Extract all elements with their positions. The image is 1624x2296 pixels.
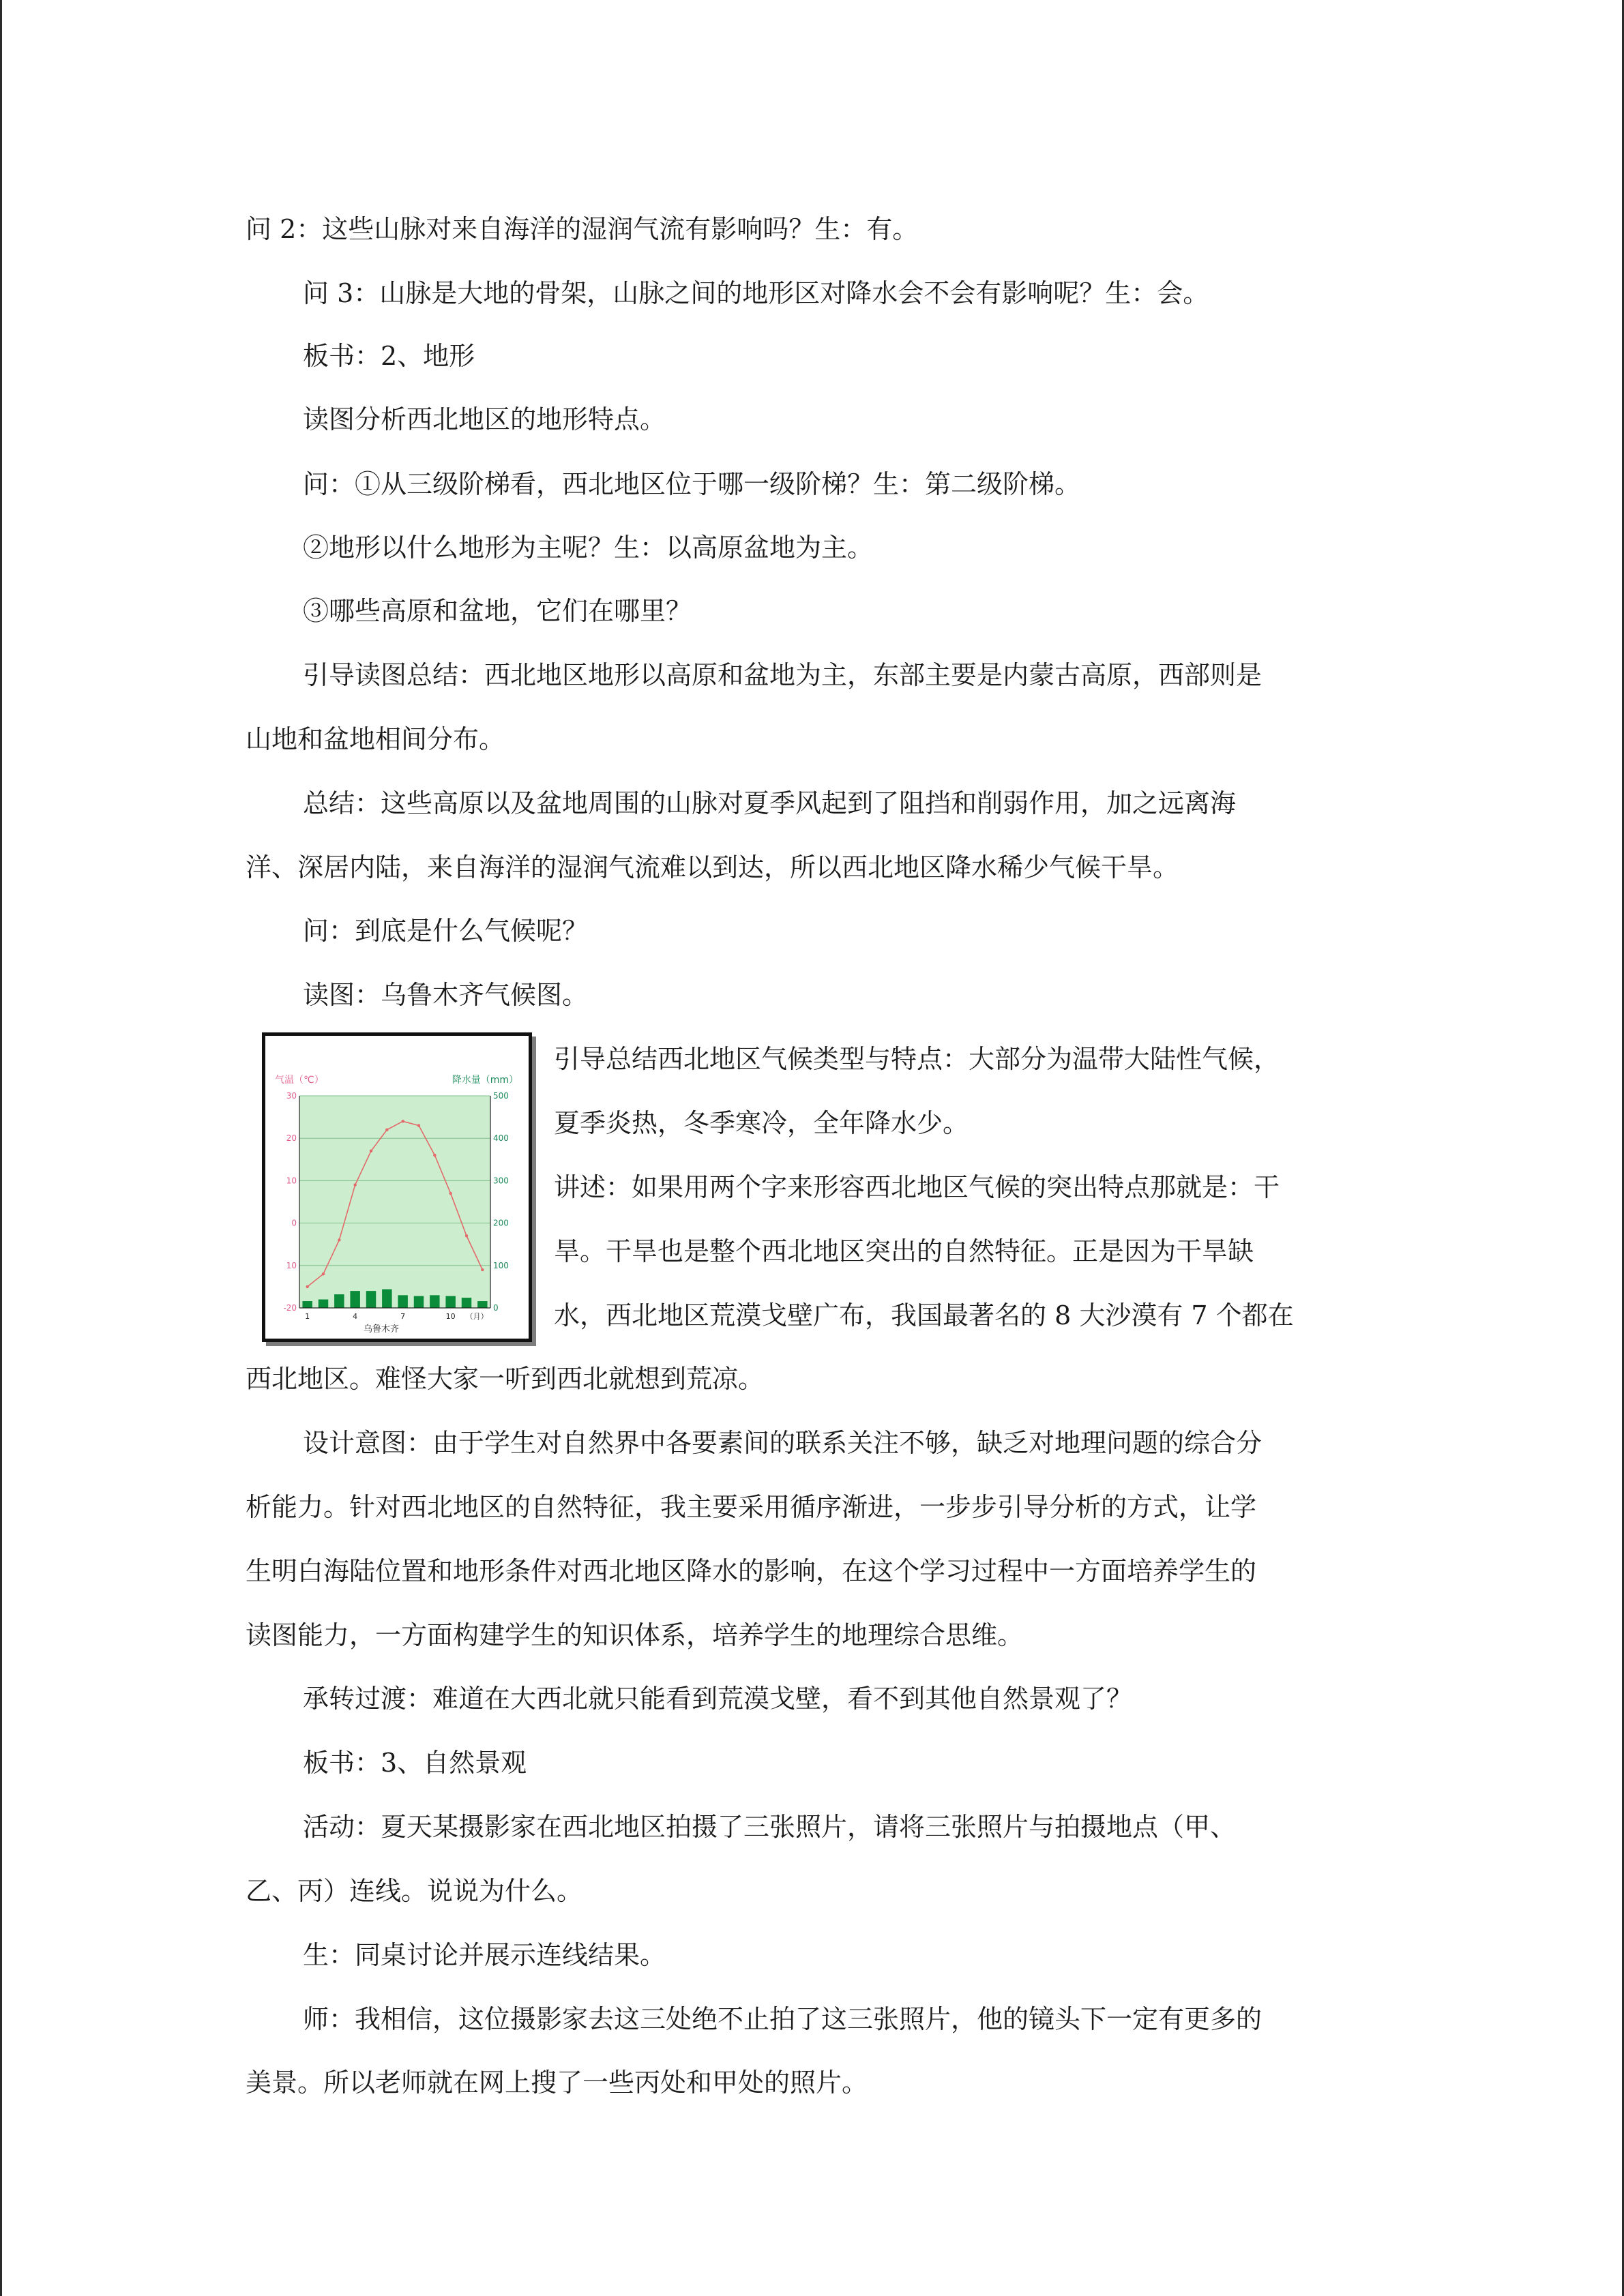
x-tick-label: 4 <box>353 1312 358 1321</box>
left-axis-label: 气温（℃） <box>275 1075 324 1086</box>
left-tick-label: 0 <box>291 1218 297 1228</box>
climate-chart <box>262 1032 532 1342</box>
temperature-point <box>401 1120 404 1122</box>
text-line: 山地和盆地相间分布。 <box>246 724 505 754</box>
text-line: 板书：2、地形 <box>303 341 475 371</box>
temperature-point <box>465 1234 468 1237</box>
text-line: 设计意图：由于学生对自然界中各要素间的联系关注不够，缺乏对地理问题的综合分 <box>303 1428 1263 1458</box>
text-line: 师：我相信，这位摄影家去这三处绝不止拍了这三张照片，他的镜头下一定有更多的 <box>303 2004 1263 2034</box>
right-tick-label: 200 <box>493 1218 509 1228</box>
page-edge-left <box>0 0 2 2296</box>
temperature-point <box>417 1124 420 1127</box>
climate-chart-svg <box>265 1036 529 1339</box>
precipitation-bar <box>382 1289 392 1308</box>
text-line: 问 2：这些山脉对来自海洋的湿润气流有影响吗？生：有。 <box>246 214 919 244</box>
text-line: 生明白海陆位置和地形条件对西北地区降水的影响，在这个学习过程中一方面培养学生的 <box>246 1556 1257 1586</box>
text-line: 引导总结西北地区气候类型与特点：大部分为温带大陆性气候， <box>554 1044 1280 1074</box>
text-line: 乙、丙）连线。说说为什么。 <box>246 1876 583 1906</box>
text-line: 板书：3、自然景观 <box>303 1748 527 1778</box>
text-line: 读图分析西北地区的地形特点。 <box>303 404 666 434</box>
text-line: ②地形以什么地形为主呢？生：以高原盆地为主。 <box>303 533 874 563</box>
text-line: 读图：乌鲁木齐气候图。 <box>303 980 589 1010</box>
precipitation-bar <box>414 1296 424 1308</box>
right-tick-label: 0 <box>493 1303 499 1313</box>
x-tick-label: 1 <box>305 1312 310 1321</box>
precipitation-bar <box>430 1295 439 1308</box>
temperature-point <box>338 1238 340 1241</box>
left-tick-label: 10 <box>286 1176 297 1186</box>
right-tick-label: 100 <box>493 1260 509 1270</box>
text-line: 读图能力，一方面构建学生的知识体系，培养学生的地理综合思维。 <box>246 1620 1024 1650</box>
precipitation-bar <box>462 1298 471 1308</box>
left-tick-label: 30 <box>286 1091 297 1101</box>
temperature-point <box>433 1154 436 1157</box>
left-tick-label: -20 <box>283 1303 297 1313</box>
text-line: 美景。所以老师就在网上搜了一些丙处和甲处的照片。 <box>246 2068 868 2098</box>
precipitation-bar <box>445 1296 455 1308</box>
text-line: 夏季炎热，冬季寒冷，全年降水少。 <box>554 1108 969 1138</box>
precipitation-bar <box>334 1294 344 1308</box>
text-line: 西北地区。难怪大家一听到西北就想到荒凉。 <box>246 1364 765 1394</box>
left-tick-label: 20 <box>286 1133 297 1144</box>
right-tick-label: 500 <box>493 1091 509 1101</box>
right-tick-label: 300 <box>493 1176 509 1186</box>
precipitation-bar <box>319 1300 328 1308</box>
text-line: 承转过渡：难道在大西北就只能看到荒漠戈壁，看不到其他自然景观了？ <box>303 1684 1133 1714</box>
precipitation-bar <box>350 1291 359 1308</box>
text-line: 活动：夏天某摄影家在西北地区拍摄了三张照片，请将三张照片与拍摄地点（甲、 <box>303 1812 1237 1842</box>
text-line: 生：同桌讨论并展示连线结果。 <box>303 1940 666 1970</box>
precipitation-bar <box>398 1295 407 1308</box>
text-line: 水，西北地区荒漠戈壁广布，我国最著名的 8 大沙漠有 7 个都在 <box>554 1300 1294 1330</box>
x-tick-label: 10 <box>445 1312 456 1321</box>
left-tick-label: 10 <box>286 1260 297 1270</box>
text-line: 析能力。针对西北地区的自然特征，我主要采用循序渐进，一步步引导分析的方式，让学 <box>246 1492 1257 1522</box>
text-line: 讲述：如果用两个字来形容西北地区气候的突出特点那就是：干 <box>554 1172 1280 1202</box>
precipitation-bar <box>302 1301 312 1308</box>
temperature-point <box>481 1268 484 1271</box>
text-line: 旱。干旱也是整个西北地区突出的自然特征。正是因为干旱缺 <box>554 1236 1254 1266</box>
text-line: 洋、深居内陆，来自海洋的湿润气流难以到达，所以西北地区降水稀少气候干旱。 <box>246 852 1179 882</box>
text-line: 问：①从三级阶梯看，西北地区位于哪一级阶梯？生：第二级阶梯。 <box>303 469 1081 499</box>
precipitation-bar <box>477 1301 487 1308</box>
temperature-point <box>370 1150 372 1152</box>
x-tick-label: 7 <box>400 1312 406 1321</box>
text-line: 总结：这些高原以及盆地周围的山脉对夏季风起到了阻挡和削弱作用，加之远离海 <box>303 788 1237 818</box>
temperature-point <box>385 1129 388 1131</box>
text-line: 问 3：山脉是大地的骨架，山脉之间的地形区对降水会不会有影响呢？生：会。 <box>303 278 1209 308</box>
chart-title: 乌鲁木齐 <box>363 1324 400 1335</box>
right-axis-label: 降水量（mm） <box>452 1075 518 1086</box>
temperature-point <box>353 1183 356 1186</box>
temperature-point <box>322 1272 325 1275</box>
text-line: ③哪些高原和盆地，它们在哪里？ <box>303 596 692 626</box>
temperature-point <box>306 1285 308 1288</box>
plot-area <box>299 1096 490 1308</box>
temperature-point <box>449 1192 452 1195</box>
right-tick-label: 400 <box>493 1133 509 1144</box>
precipitation-bar <box>366 1291 376 1308</box>
text-line: 引导读图总结：西北地区地形以高原和盆地为主，东部主要是内蒙古高原，西部则是 <box>303 660 1263 690</box>
x-axis-label: （月） <box>465 1312 488 1321</box>
text-line: 问：到底是什么气候呢？ <box>303 916 589 946</box>
